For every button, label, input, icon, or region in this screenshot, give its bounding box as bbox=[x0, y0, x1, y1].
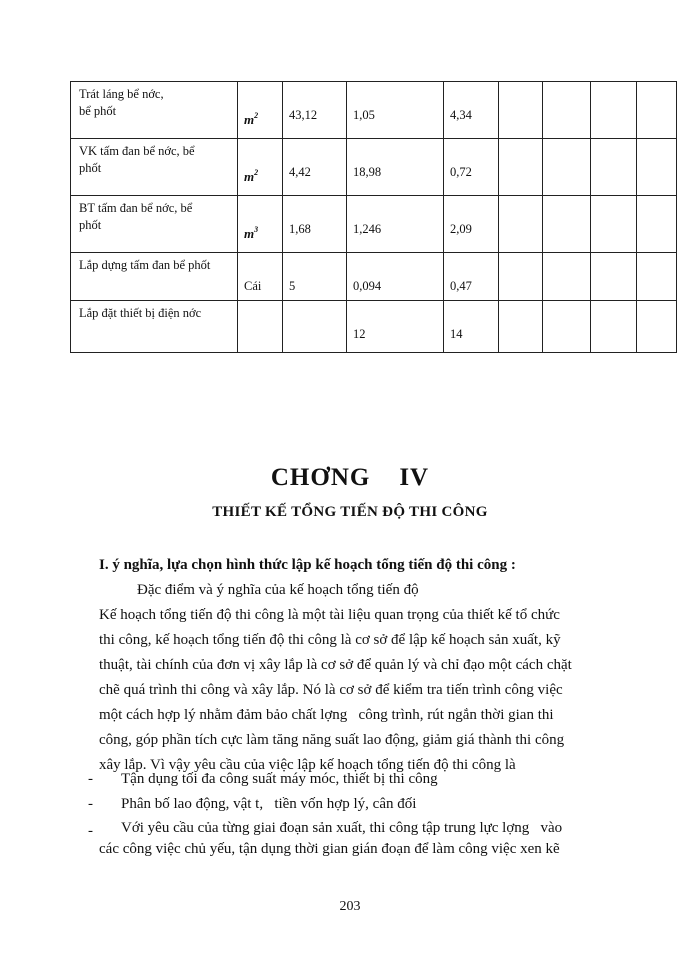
value-cell: 5 bbox=[283, 253, 347, 301]
paragraph-line: công, góp phần tích cực làm tăng năng suất lao động, giảm giá thành thi công bbox=[99, 732, 565, 748]
chapter-title: CHƠNG IV bbox=[270, 464, 430, 491]
value-cell: 1,05 bbox=[347, 82, 444, 139]
bullet-item: Với yêu cầu của từng giai đoạn sản xuất, thi công tập trung lực lợng vào bbox=[121, 820, 563, 836]
value-cell: 4,34 bbox=[444, 82, 499, 139]
task-name-cell: Lắp dựng tấm đan bể phốt bbox=[71, 253, 238, 301]
value-cell: 4,42 bbox=[283, 139, 347, 196]
unit-cell: Cái bbox=[238, 253, 283, 301]
value-cell: 18,98 bbox=[347, 139, 444, 196]
value-cell: 12 bbox=[347, 301, 444, 353]
chapter-subtitle: THIẾT KẾ TỔNG TIẾN ĐỘ THI CÔNG bbox=[212, 504, 488, 520]
paragraph-line: Kế hoạch tổng tiến độ thi công là một tài liệu quan trọng của thiết kế tổ chức bbox=[99, 607, 560, 623]
bullet-marker: - bbox=[88, 771, 93, 787]
value-cell: 14 bbox=[444, 301, 499, 353]
task-name-cell: BT tấm đan bể nớc, bể phốt bbox=[71, 196, 238, 253]
paragraph-line: một cách hợp lý nhằm đảm bảo chất lợng công trình, rút ngắn thời gian thi bbox=[99, 707, 554, 723]
task-name-cell: Lắp đặt thiết bị điện nớc bbox=[71, 301, 238, 353]
page-number: 203 bbox=[339, 899, 361, 914]
value-cell: 2,09 bbox=[444, 196, 499, 253]
table-row bbox=[71, 253, 677, 301]
task-name-cell: Trát láng bể nớc, bể phốt bbox=[71, 82, 238, 139]
work-quantity-table bbox=[70, 81, 677, 353]
unit-cell: $m^3$ bbox=[238, 196, 283, 253]
body-paragraph bbox=[99, 603, 621, 778]
bullet-marker: - bbox=[88, 823, 93, 839]
value-cell: 1,246 bbox=[347, 196, 444, 253]
paragraph-line: thi công, kế hoạch tổng tiến độ thi công là cơ sở để lập kế hoạch sản xuất, kỹ bbox=[99, 632, 561, 648]
bullet-item: Phân bố lao động, vật t, tiền vốn hợp lý, cân đối bbox=[121, 796, 417, 812]
value-cell: 0,094 bbox=[347, 253, 444, 301]
table-row bbox=[71, 82, 677, 139]
unit-cell: $m^2$ bbox=[238, 82, 283, 139]
table-row bbox=[71, 301, 677, 353]
paragraph-line: xây lắp. Vì vậy yêu cầu của việc lập kế hoạch tổng tiến độ thi công là bbox=[99, 757, 516, 773]
value-cell bbox=[283, 301, 347, 353]
task-name-cell: VK tấm đan bể nớc, bể phốt bbox=[71, 139, 238, 196]
table-row bbox=[71, 139, 677, 196]
value-cell: 0,47 bbox=[444, 253, 499, 301]
bullet-marker: - bbox=[88, 796, 93, 812]
unit-cell bbox=[238, 301, 283, 353]
value-cell: 0,72 bbox=[444, 139, 499, 196]
value-cell: 1,68 bbox=[283, 196, 347, 253]
unit-cell: $m^2$ bbox=[238, 139, 283, 196]
paragraph-line: thuật, tài chính của đơn vị xây lắp là cơ sở để quản lý và chỉ đạo một cách chặt bbox=[99, 657, 572, 673]
bullet-item: Tận dụng tối đa công suất máy móc, thiết bị thi công bbox=[121, 771, 438, 787]
section-heading: I. ý nghĩa, lựa chọn hình thức lập kế hoạch tổng tiến độ thi công : bbox=[99, 557, 516, 573]
section-subheading: Đặc điểm và ý nghĩa của kế hoạch tổng tiến độ bbox=[137, 582, 419, 598]
table-row bbox=[71, 196, 677, 253]
value-cell: 43,12 bbox=[283, 82, 347, 139]
paragraph-line: các công việc chủ yếu, tận dụng thời gian gián đoạn để làm công việc xen kẽ bbox=[99, 841, 560, 857]
paragraph-line: chẽ quá trình thi công và xây lắp. Nó là cơ sở để kiểm tra tiến trình công việc bbox=[99, 682, 563, 698]
